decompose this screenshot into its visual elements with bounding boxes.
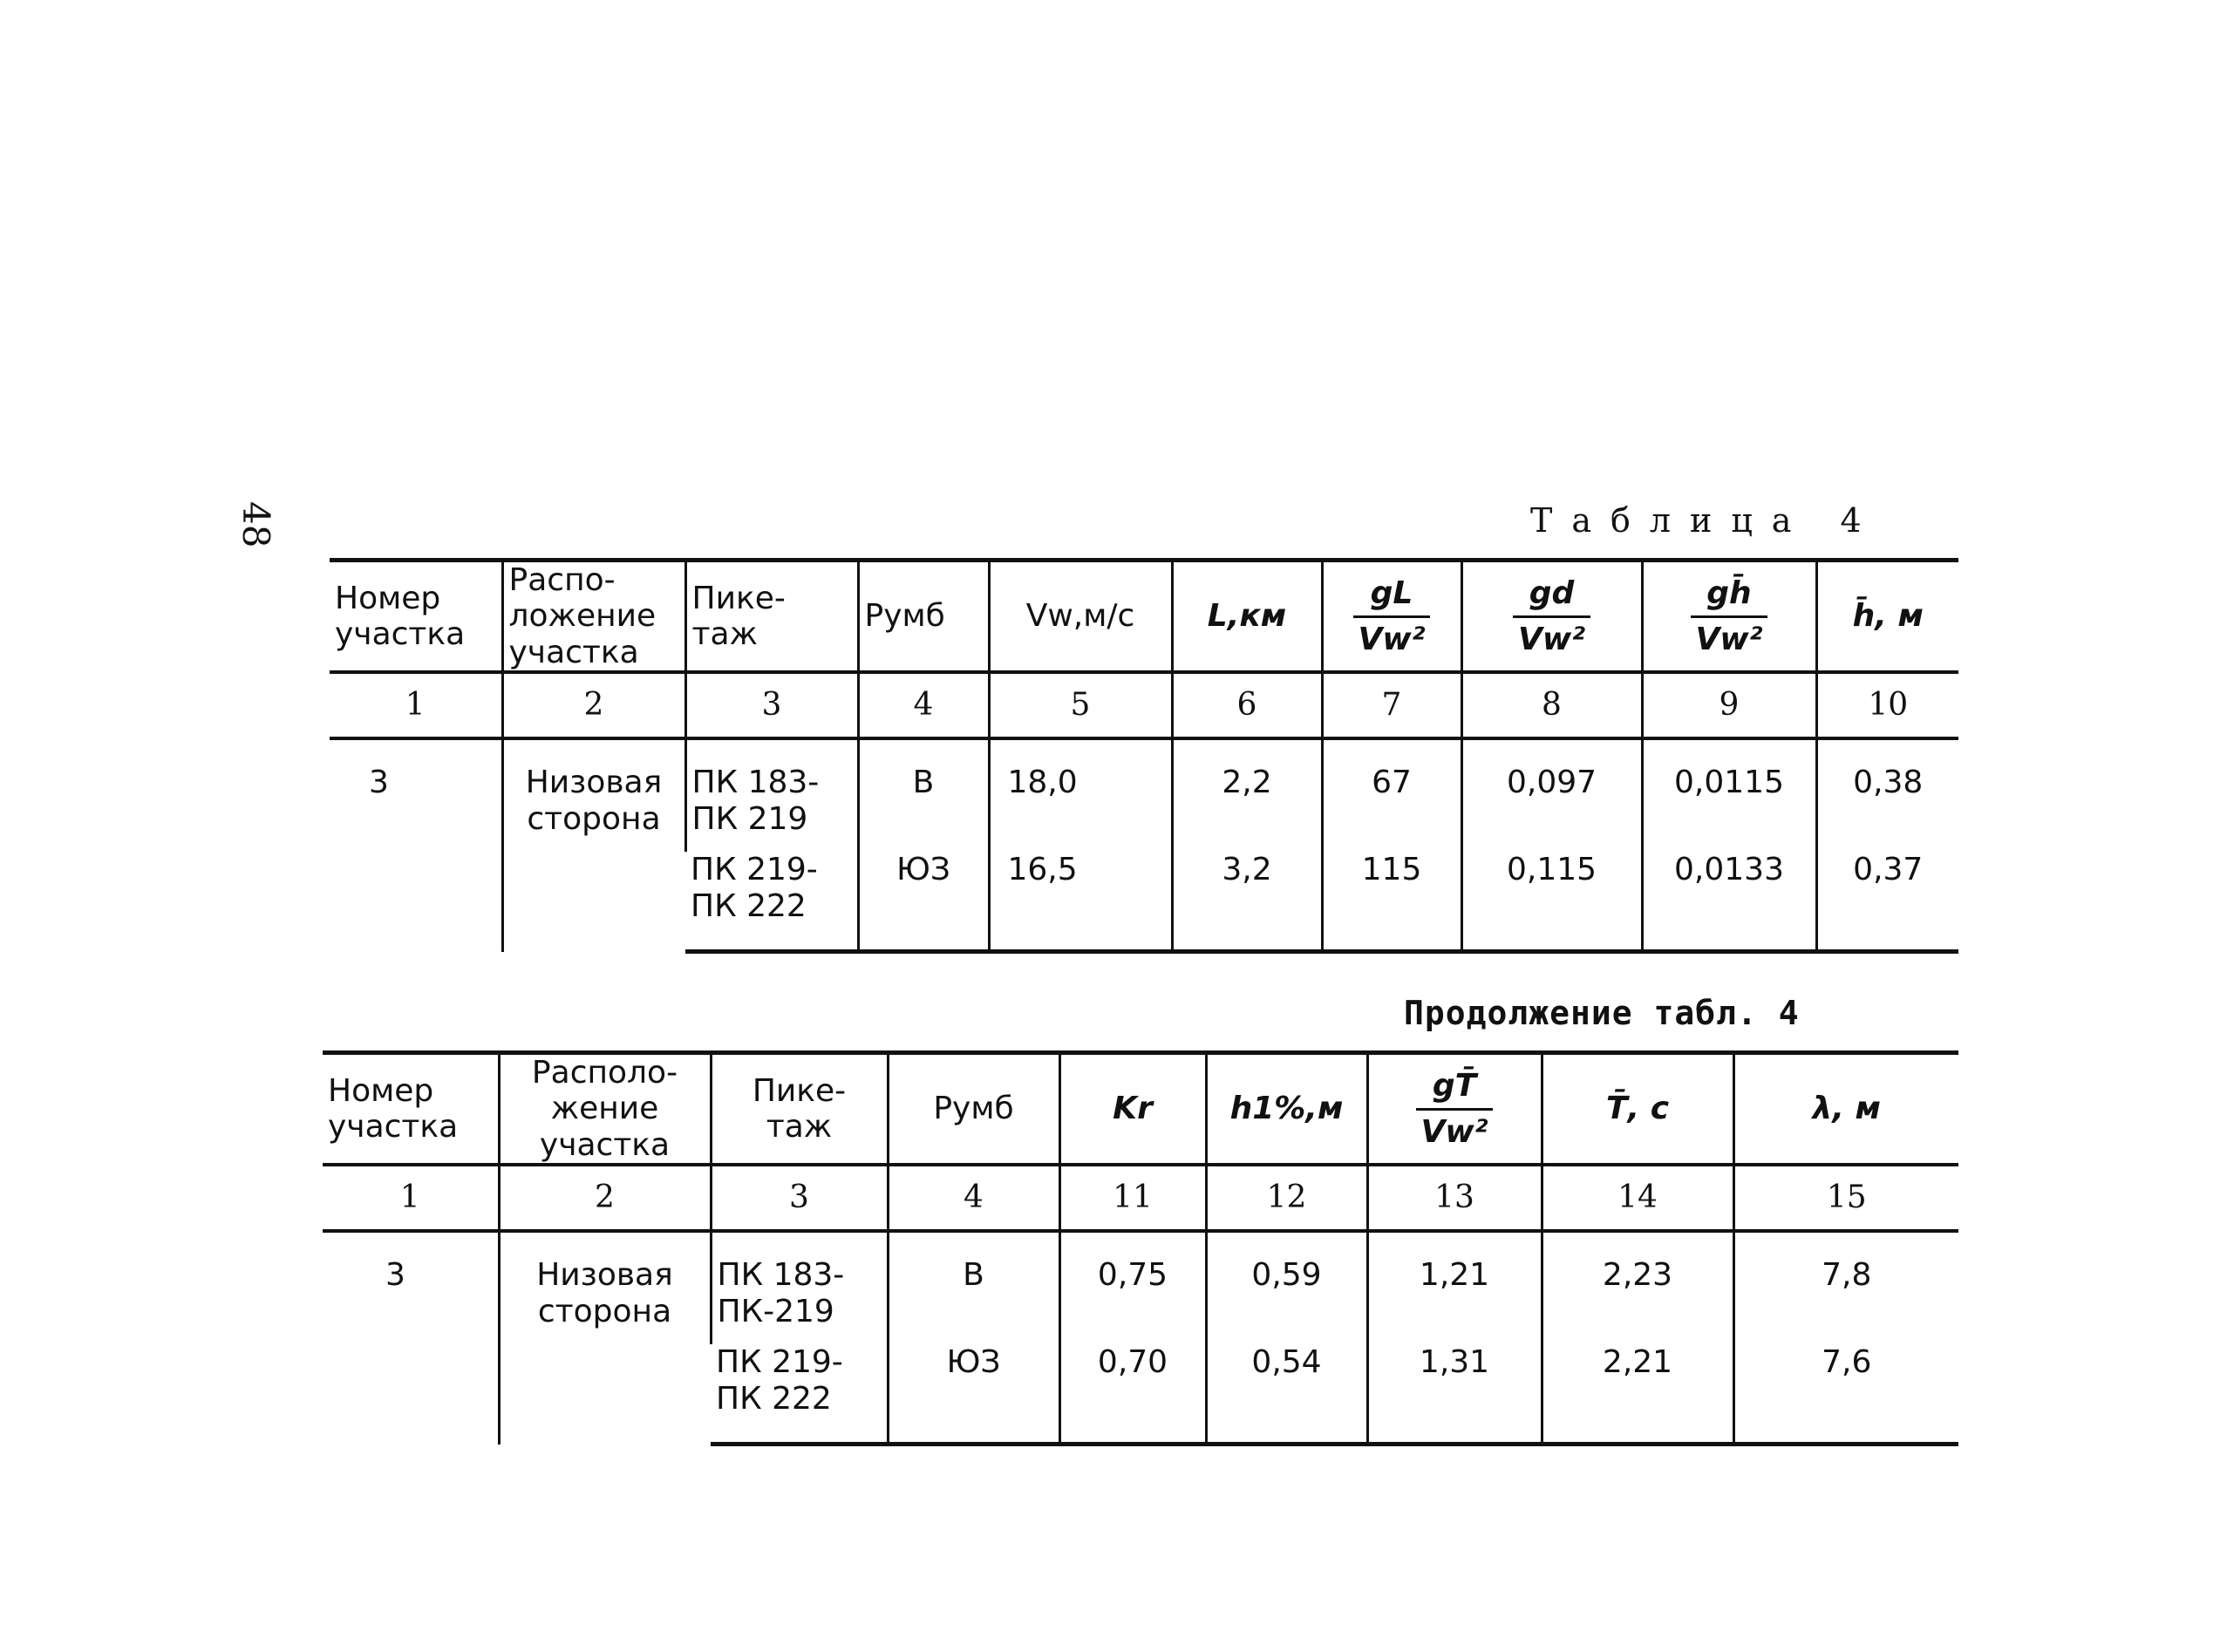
- table2-header-row: [323, 1053, 1958, 1166]
- t2-c13-cell: 1,21: [1367, 1231, 1542, 1344]
- t2-c12-cell: 0,54: [1206, 1344, 1367, 1445]
- t2-colnum: 13: [1367, 1165, 1542, 1231]
- table-row: [323, 1231, 1958, 1344]
- t2-header-rumb: Румб: [888, 1053, 1059, 1166]
- t1-c10-cell: 0,38: [1816, 738, 1958, 852]
- t1-header-section: Номер участка: [330, 561, 502, 673]
- t2-colnum: 12: [1206, 1165, 1367, 1231]
- t2-c13-cell: 1,31: [1367, 1344, 1542, 1445]
- t1-vw-cell: 16,5: [989, 852, 1172, 952]
- table-row: [330, 738, 1958, 852]
- t2-rumb-cell: ЮЗ: [888, 1344, 1059, 1445]
- page-number: 48: [235, 501, 277, 548]
- t1-h8-den: Vw²: [1513, 615, 1590, 657]
- t2-header-gT: [1367, 1053, 1542, 1166]
- t2-c15-cell: 7,6: [1733, 1344, 1958, 1445]
- t1-location-cell: Низовая сторона: [502, 738, 685, 952]
- t1-header-gL: [1322, 561, 1461, 673]
- t1-section-cell: 3: [369, 765, 389, 801]
- t2-colnum: 11: [1059, 1165, 1206, 1231]
- t1-piketazh-cell: ПК 219- ПК 222: [685, 852, 858, 952]
- table2-caption: Продолжение табл. 4: [1404, 994, 1800, 1032]
- t1-colnum: 8: [1461, 672, 1642, 738]
- t2-piketazh-cell: ПК 219- ПК 222: [711, 1344, 888, 1445]
- table1-caption: Таблица 4: [1530, 501, 1881, 540]
- t1-colnum: 2: [502, 672, 685, 738]
- t2-piketazh-cell: ПК 183- ПК-219: [711, 1231, 888, 1344]
- table2: [323, 1050, 1958, 1446]
- t1-header-wind-speed: Vw,м/с: [989, 561, 1172, 673]
- t1-h7-num: gL: [1370, 575, 1413, 612]
- t2-colnum: 14: [1542, 1165, 1733, 1231]
- t1-piketazh-cell: ПК 183- ПК 219: [685, 738, 858, 852]
- t2-c11-cell: 0,75: [1059, 1231, 1206, 1344]
- t2-c11-cell: 0,70: [1059, 1344, 1206, 1445]
- t1-header-gh: [1642, 561, 1816, 673]
- t2-colnum: 1: [323, 1165, 499, 1231]
- t2-c15-cell: 7,8: [1733, 1231, 1958, 1344]
- t2-h13-den: Vw²: [1416, 1108, 1494, 1150]
- t1-vw-cell: 18,0: [989, 738, 1172, 852]
- t2-column-number-row: [323, 1165, 1958, 1231]
- t2-c14-cell: 2,21: [1542, 1344, 1733, 1445]
- t1-h9-den: Vw²: [1691, 615, 1768, 657]
- t1-rumb-cell: ЮЗ: [858, 852, 989, 952]
- t2-section-cell: 3: [385, 1257, 405, 1294]
- t2-header-kr: Kr: [1059, 1053, 1206, 1166]
- t1-header-rumb: Румб: [858, 561, 989, 673]
- t1-colnum: 4: [858, 672, 989, 738]
- t1-c8-cell: 0,097: [1461, 738, 1642, 852]
- t1-c10-cell: 0,37: [1816, 852, 1958, 952]
- t1-header-location: Распо- ложение участка: [502, 561, 685, 673]
- t1-colnum: 1: [330, 672, 502, 738]
- t2-header-wavelength: λ, м: [1733, 1053, 1958, 1166]
- t1-header-fetch: L,км: [1172, 561, 1322, 673]
- t2-header-piketazh: Пике- таж: [711, 1053, 888, 1166]
- t1-c9-cell: 0,0133: [1642, 852, 1816, 952]
- t1-column-number-row: [330, 672, 1958, 738]
- t2-colnum: 2: [499, 1165, 711, 1231]
- t1-h8-num: gd: [1529, 575, 1575, 612]
- t1-l-cell: 2,2: [1172, 738, 1322, 852]
- t1-h7-den: Vw²: [1353, 615, 1431, 657]
- t2-location-cell: Низовая сторона: [499, 1231, 711, 1445]
- t1-colnum: 7: [1322, 672, 1461, 738]
- t2-h13-num: gT̄: [1432, 1068, 1477, 1105]
- t2-header-period: T̄, с: [1542, 1053, 1733, 1166]
- t1-l-cell: 3,2: [1172, 852, 1322, 952]
- t1-header-piketazh: Пике- таж: [685, 561, 858, 673]
- t2-colnum: 3: [711, 1165, 888, 1231]
- t2-header-h1pct: h1%,м: [1206, 1053, 1367, 1166]
- t1-colnum: 6: [1172, 672, 1322, 738]
- t2-c12-cell: 0,59: [1206, 1231, 1367, 1344]
- t1-c9-cell: 0,0115: [1642, 738, 1816, 852]
- t2-c14-cell: 2,23: [1542, 1231, 1733, 1344]
- t1-colnum: 10: [1816, 672, 1958, 738]
- t2-colnum: 15: [1733, 1165, 1958, 1231]
- t1-header-mean-height: h̄, м: [1816, 561, 1958, 673]
- t2-header-section: Номер участка: [323, 1053, 499, 1166]
- t1-rumb-cell: В: [858, 738, 989, 852]
- t1-c7-cell: 67: [1322, 738, 1461, 852]
- t1-colnum: 3: [685, 672, 858, 738]
- t1-c7-cell: 115: [1322, 852, 1461, 952]
- t2-header-location: Располо- жение участка: [499, 1053, 711, 1166]
- t1-c8-cell: 0,115: [1461, 852, 1642, 952]
- t1-h9-num: gh̄: [1706, 575, 1752, 612]
- table1-header-row: [330, 561, 1958, 673]
- t2-rumb-cell: В: [888, 1231, 1059, 1344]
- t1-colnum: 9: [1642, 672, 1816, 738]
- t1-colnum: 5: [989, 672, 1172, 738]
- table1: [330, 558, 1958, 954]
- t1-header-gd: [1461, 561, 1642, 673]
- t2-colnum: 4: [888, 1165, 1059, 1231]
